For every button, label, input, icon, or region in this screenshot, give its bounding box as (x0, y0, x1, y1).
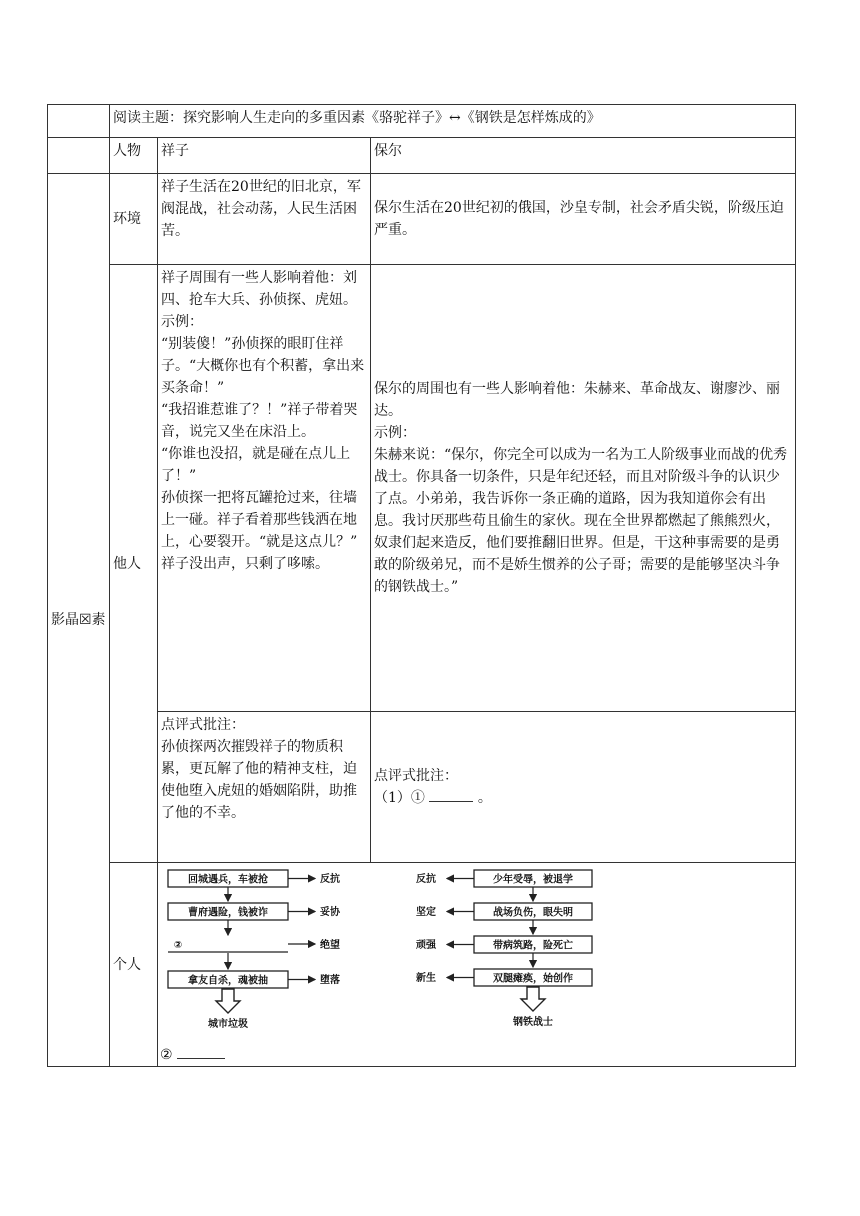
theme-cell: 阅读主题：探究影响人生走向的多重因素《骆驼祥子》↔《钢铁是怎样炼成的》 (110, 105, 796, 138)
comment-pauer-answer (374, 787, 792, 809)
self-row (48, 863, 796, 1067)
pauer-flowchart (416, 870, 592, 1028)
others-pauer-line: 保尔的周围也有一些人影响着他：朱赫来、革命战友、谢廖沙、丽达。 (374, 381, 780, 419)
reading-table (47, 104, 796, 1067)
environment-label: 环境 (110, 174, 158, 265)
pauer-down-arrow-icon (521, 987, 545, 1011)
others-xiangzi-line: “别装傻！”孙侦探的眼盯住祥子。“大概你也有个积蓄，拿出来买条命！” (161, 336, 365, 396)
header-xiangzi: 祥子 (158, 138, 371, 174)
answer-blank-2-row (160, 1046, 795, 1064)
others-row (48, 265, 796, 712)
comment-row (48, 712, 796, 863)
pauer-outcome: 反抗 (416, 874, 436, 885)
others-pauer-line: 朱赫来说：“保尔，你完全可以成为一名为工人阶级事业而战的优秀战士。你具备一切条件，只是年纪还轻，而且对阶级斗争的认识少了点。小弟弟，我告诉你一条正确的道路，因为我知道你会有出息。我讨厌那些苟且偷生的家伙。现在全世界都燃起了熊熊烈火，奴隶们起来造反，他们要推翻旧世界。但是，干这种事需要的是勇敢的阶级弟兄，而不是娇生惯养的公子哥；需要的是能够坚决斗争的钢铁战士。” (374, 447, 788, 595)
header-pauer: 保尔 (371, 138, 796, 174)
pauer-outcome: 新生 (416, 973, 436, 984)
self-flowcharts (158, 863, 796, 1067)
comment-xiangzi-title: 点评式批注： (161, 717, 245, 733)
theme-row (48, 105, 796, 138)
others-label: 他人 (110, 265, 158, 863)
header-person: 人物 (110, 138, 158, 174)
xiangzi-outcome: 堕落 (320, 975, 340, 986)
others-xiangzi-line: 祥子没出声，只剩了哆嗦。 (161, 556, 329, 572)
xiangzi-flowchart (168, 870, 341, 1030)
comment-pauer-suffix: 。 (477, 790, 492, 806)
environment-pauer: 保尔生活在20世纪初的俄国，沙皇专制，社会矛盾尖锐，阶级压迫严重。 (371, 174, 796, 265)
xiangzi-end: 城市垃圾 (208, 1019, 248, 1030)
answer-blank-1[interactable] (429, 789, 473, 802)
pauer-step: 少年受辱，被退学 (493, 874, 573, 886)
xiangzi-outcome: 妥协 (320, 907, 340, 918)
pauer-outcome: 顽强 (416, 940, 436, 951)
others-xiangzi-line: 孙侦探一把将瓦罐抢过来，往墙上一碰。祥子看着那些钱洒在地上，心要裂开。“就是这点儿？” (161, 490, 358, 550)
environment-xiangzi: 祥子生活在20世纪的旧北京，军阀混战，社会动荡，人民生活困苦。 (158, 174, 371, 265)
theme-corner-cell (48, 105, 110, 138)
header-empty-cell (48, 138, 110, 174)
others-xiangzi-line: 示例： (161, 314, 203, 330)
others-xiangzi-line: “我招谁惹谁了？！”祥子带着哭音，说完又坐在床沿上。 (161, 402, 358, 440)
others-xiangzi-line: “你谁也没招，就是碰在点儿上了！” (161, 446, 351, 484)
answer-blank-2[interactable] (177, 1046, 225, 1059)
pauer-outcome: 坚定 (416, 907, 436, 918)
xiangzi-step: 回城遇兵，车被抢 (188, 874, 268, 886)
others-xiangzi (158, 265, 371, 712)
xiangzi-outcome: 绝望 (320, 940, 340, 951)
pauer-step: 战场负伤，眼失明 (493, 907, 573, 919)
answer-blank-2-label: ② (160, 1047, 173, 1063)
comment-xiangzi (158, 712, 371, 863)
pauer-step: 双腿瘫痪，始创作 (493, 973, 573, 985)
xiangzi-step-blank: ② (173, 940, 183, 951)
xiangzi-outcome: 反抗 (320, 874, 340, 885)
comment-xiangzi-text: 孙侦探两次摧毁祥子的物质积累，更瓦解了他的精神支柱，迫使他堕入虎妞的婚姻陷阱，助推了他的不幸。 (161, 739, 357, 821)
factors-group-label: 影晶☒素 (48, 174, 110, 1067)
others-pauer (371, 265, 796, 712)
xiangzi-step: 曹府遇险，钱被诈 (188, 907, 268, 919)
pauer-end: 钢铁战士 (513, 1017, 553, 1028)
others-pauer-line: 示例： (374, 425, 416, 441)
comment-pauer-prefix: （1）① (374, 790, 425, 806)
reading-table-sheet (47, 104, 795, 1067)
pauer-step: 带病筑路，险死亡 (493, 940, 573, 952)
others-xiangzi-line: 祥子周围有一些人影响着他：刘四、抢车大兵、孙侦探、虎妞。 (161, 270, 357, 308)
column-header-row (48, 138, 796, 174)
xiangzi-step: 拿友自杀，魂被抽 (188, 975, 268, 987)
comment-pauer (371, 712, 796, 863)
flowcharts-svg (160, 865, 795, 1037)
xiangzi-down-arrow-icon (216, 989, 240, 1013)
environment-row (48, 174, 796, 265)
self-label: 个人 (110, 863, 158, 1067)
comment-pauer-title: 点评式批注： (374, 768, 458, 784)
